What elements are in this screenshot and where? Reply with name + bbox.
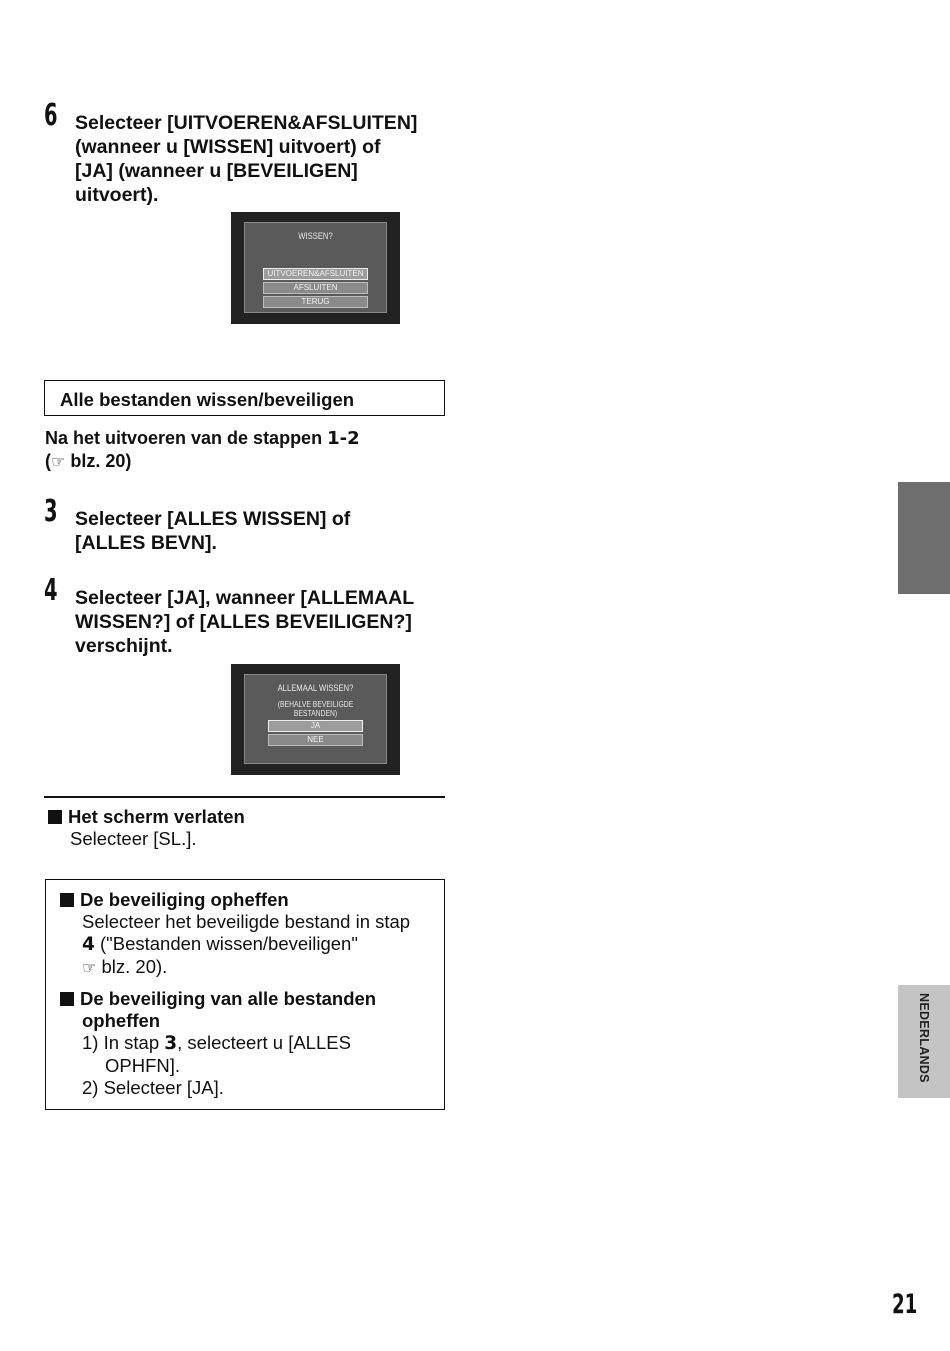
note-item1-line: Selecteer het beveiligde bestand in stap [82, 911, 411, 932]
exit-text: Selecteer [SL.]. [70, 828, 197, 849]
side-tab-language [898, 985, 950, 1098]
lcd-subtitle: (BEHALVE BEVEILIGDE BESTANDEN) [277, 700, 354, 718]
lcd-button-back: TERUG [263, 296, 368, 308]
lcd-screen-delete [231, 212, 400, 324]
intro-page-ref: blz. 20) [70, 451, 132, 471]
step-6-text [75, 111, 417, 207]
step-3-number: 3 [44, 494, 58, 529]
lcd-panel [244, 222, 387, 313]
note-item1-step-num: 4 [82, 934, 95, 955]
square-bullet-icon [48, 810, 62, 824]
note-item2-sub1: , selecteert u [ALLES [177, 1032, 351, 1053]
step-4-text [75, 586, 414, 658]
step-4-line: Selecteer [JA], wanneer [ALLEMAAL [75, 587, 415, 609]
side-tab-label: NEDERLANDS [917, 993, 931, 1083]
step-6-number: 6 [44, 98, 58, 133]
intro-paren: ( [45, 451, 51, 471]
exit-heading: Het scherm verlaten [68, 806, 245, 827]
pointing-hand-icon: ☞ [82, 958, 97, 977]
note-item2-sub1: 1) In stap [82, 1032, 165, 1053]
step-6-line: [JA] (wanneer u [BEVEILIGEN] [75, 160, 358, 182]
square-bullet-icon [60, 893, 74, 907]
note-box [45, 879, 445, 1110]
note-item-unprotect [60, 889, 410, 979]
step-3-line: Selecteer [ALLES WISSEN] of [75, 508, 351, 530]
note-item2-heading: De beveiliging van alle bestanden [80, 988, 377, 1009]
note-item2-heading: opheffen [82, 1010, 161, 1031]
note-item2-sub2: 2) Selecteer [JA]. [82, 1077, 224, 1098]
note-item1-line: ("Bestanden wissen/beveiligen" [94, 933, 358, 954]
step-3-line: [ALLES BEVN]. [75, 532, 217, 554]
lcd-button-yes: JA [268, 720, 363, 732]
lcd-button-no: NEE [268, 734, 363, 746]
section-title: Alle bestanden wissen/beveiligen [60, 389, 355, 410]
page-number: 21 [892, 1289, 918, 1320]
side-tab-dark [898, 482, 950, 594]
note-item2-sub1: OPHFN]. [105, 1055, 181, 1076]
pointing-hand-icon: ☞ [51, 452, 66, 471]
step-6-line: uitvoert). [75, 184, 159, 206]
step-6-line: (wanneer u [WISSEN] uitvoert) of [75, 136, 381, 158]
step-4-number: 4 [44, 573, 58, 608]
note-item2-step-num: 3 [164, 1033, 178, 1054]
step-6-line: Selecteer [UITVOEREN&AFSLUITEN] [75, 112, 418, 134]
note-item1-heading: De beveiliging opheffen [80, 889, 289, 910]
lcd-button-close: AFSLUITEN [263, 282, 368, 294]
step-4-line: WISSEN?] of [ALLES BEVEILIGEN?] [75, 611, 412, 633]
step-4-line: verschijnt. [75, 635, 173, 657]
square-bullet-icon [60, 992, 74, 1006]
step-3-text [75, 507, 350, 555]
lcd-screen-delete-all [231, 664, 400, 775]
intro-steps: 1-2 [327, 428, 360, 449]
intro-text [45, 427, 360, 473]
section-title-box [44, 380, 445, 416]
lcd-panel [244, 674, 387, 764]
lcd-title: WISSEN? [298, 231, 333, 241]
exit-section [48, 806, 245, 850]
intro-prefix: Na het uitvoeren van de stappen [45, 428, 328, 448]
lcd-button-execute-close: UITVOEREN&AFSLUITEN [263, 268, 368, 280]
divider [44, 796, 445, 798]
note-item1-page-ref: blz. 20). [96, 956, 168, 977]
lcd-title: ALLEMAAL WISSEN? [277, 683, 354, 693]
note-item-unprotect-all [60, 988, 376, 1099]
